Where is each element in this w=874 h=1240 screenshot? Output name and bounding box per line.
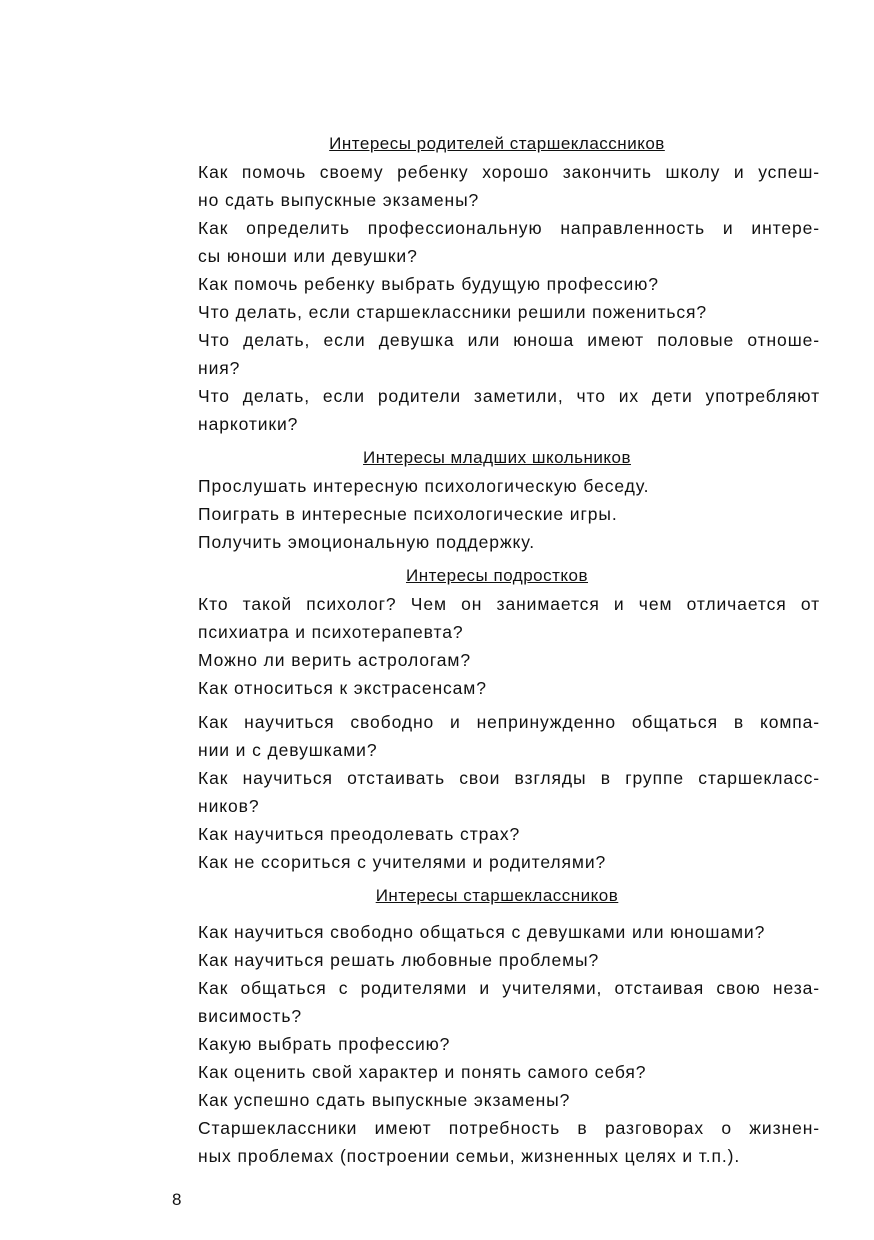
section-junior-pupils-interests [174, 444, 820, 556]
paragraph: Как научиться отстаивать свои взгляды в группе старшекласс- ников? [198, 768, 820, 816]
section-parents-interests [174, 130, 820, 438]
paragraph: Как оценить свой характер и понять самого себя? [198, 1062, 647, 1082]
paragraph: Что делать, если девушка или юноша имеют половые отноше- ния? [198, 330, 820, 378]
paragraph: Можно ли верить астрологам? [198, 650, 471, 670]
paragraph: Поиграть в интересные психологические игры. [198, 504, 618, 524]
paragraph: Прослушать интересную психологическую беседу. [198, 476, 650, 496]
page-number: 8 [172, 1190, 182, 1209]
paragraph: Как научиться решать любовные проблемы? [198, 950, 600, 970]
paragraph: Как научиться свободно общаться с девушками или юношами? [198, 922, 766, 942]
paragraph: Как помочь своему ребенку хорошо закончить школу и успеш- но сдать выпускные экзамены? [198, 162, 820, 210]
paragraph: Как научиться преодолевать страх? [198, 824, 521, 844]
paragraph: Какую выбрать профессию? [198, 1034, 451, 1054]
paragraph: Как не ссориться с учителями и родителями? [198, 852, 607, 872]
paragraph: Что делать, если родители заметили, что их дети употребляют наркотики? [198, 386, 820, 434]
paragraph: Как успешно сдать выпускные экзамены? [198, 1090, 571, 1110]
paragraph: Как общаться с родителями и учителями, отстаивая свою неза- висимость? [198, 978, 820, 1026]
section-seniors-interests [174, 882, 820, 1170]
paragraph: Как определить профессиональную направленность и интере- сы юноши или девушки? [198, 218, 820, 266]
paragraph: Старшеклассники имеют потребность в разговорах о жизнен- ных проблемах (построении семьи, жизненных целях и т.п.). [198, 1118, 820, 1166]
section-heading: Интересы младших школьников [363, 448, 631, 467]
paragraph: Как научиться свободно и непринужденно общаться в компа- нии и с девушками? [198, 712, 820, 760]
paragraph: Как относиться к экстрасенсам? [198, 678, 487, 698]
section-heading: Интересы родителей старшеклассников [329, 134, 665, 153]
section-heading: Интересы подростков [405, 566, 589, 585]
paragraph: Что делать, если старшеклассники решили пожениться? [198, 302, 708, 322]
paragraph: Кто такой психолог? Чем он занимается и чем отличается от психиатра и психотерапевта? [198, 594, 820, 642]
section-heading: Интересы старшеклассников [375, 886, 619, 905]
page-content [174, 130, 820, 1170]
section-teenagers-interests [174, 562, 820, 876]
paragraph: Получить эмоциональную поддержку. [198, 532, 535, 552]
paragraph: Как помочь ребенку выбрать будущую профессию? [198, 274, 659, 294]
